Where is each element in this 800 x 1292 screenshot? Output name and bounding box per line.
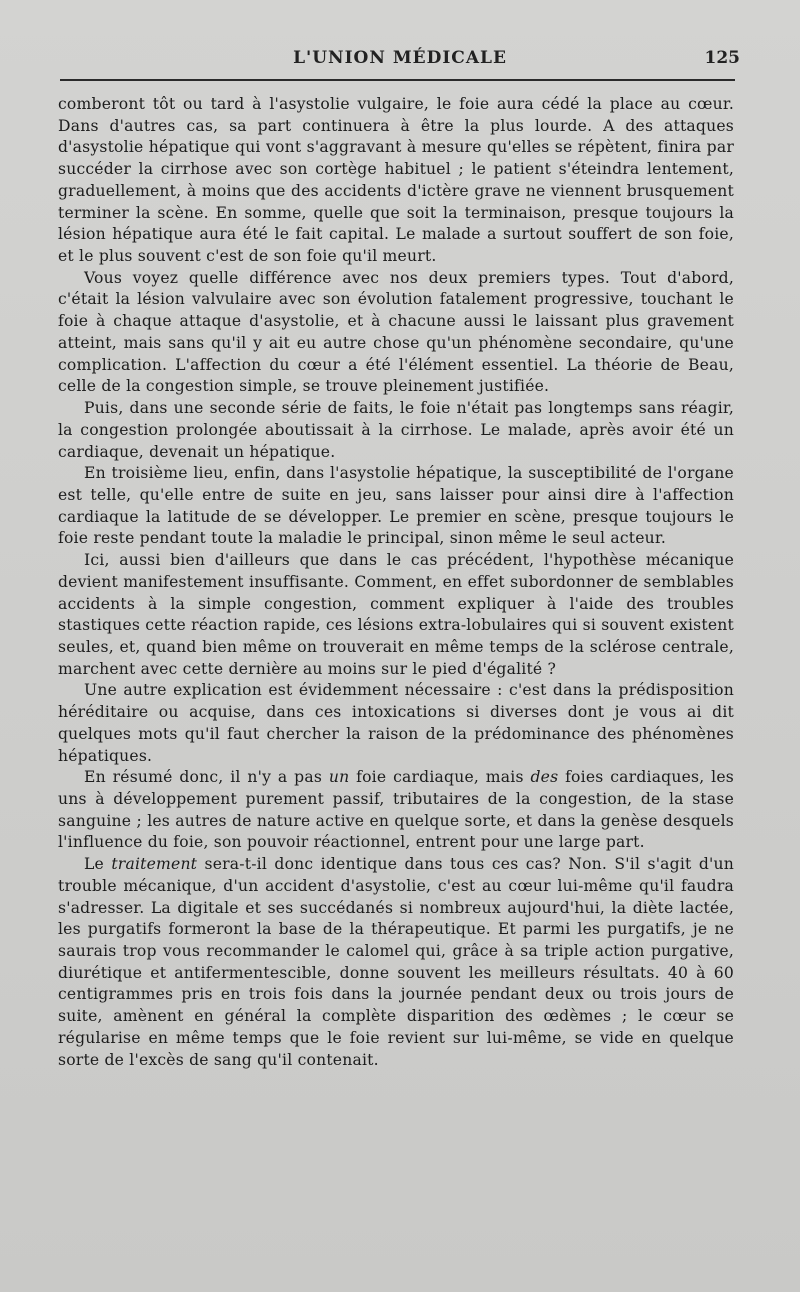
- emphasis-un: un: [328, 768, 350, 787]
- paragraph-5: [58, 550, 734, 680]
- paragraph-8: [58, 854, 734, 1071]
- paragraph-6-text: Une autre explication est évidemment nécessaire : c'est dans la prédisposition héréditaire ou acquise, dans ces intoxications si diverses dont je vous ai dit quelques mots qu'il faut chercher la raison de la prédominance des phénomènes hépatiques.: [58, 681, 734, 765]
- paragraph-7-text-c: foies cardiaques, les uns à développement purement passif, tributaires de la congestion, de la stase sanguine ; les autres de nature active en quelque sorte, et dans la genèse desquels l'influence du foie, son pouvoir réactionnel, entrent pour une large part.: [58, 768, 734, 852]
- paragraph-7-text-a: En résumé donc, il n'y a pas: [84, 768, 329, 787]
- paragraph-1-text: comberont tôt ou tard à l'asystolie vulgaire, le foie aura cédé la place au cœur. Dans d'autres cas, sa part continuera à être la plus lourde. A des attaques d'asystolie hépatique qui vont s'aggravant à mesure qu'elles se répètent, finira par succéder la cirrhose avec son cortège habituel ; le patient s'éteindra lentement, graduellement, à moins que des accidents d'ictère grave ne viennent brusquement terminer la scène. En somme, quelle que soit la terminaison, presque toujours la lésion hépatique aura été le fait capital. Le malade a surtout souffert de son foie, et le plus souvent c'est de son foie qu'il meurt.: [58, 95, 734, 266]
- body-text: [58, 94, 734, 1071]
- paragraph-2-text: Vous voyez quelle différence avec nos deux premiers types. Tout d'abord, c'était la lésion valvulaire avec son évolution fatalement progressive, touchant le foie à chaque attaque d'asystolie, et à chacune aussi le laissant plus gravement atteint, mais sans qu'il y ait eu autre chose qu'un phénomène secondaire, qu'une complication. L'affection du cœur a été l'élément essentiel. La théorie de Beau, celle de la congestion simple, se trouve pleinement justifiée.: [58, 268, 734, 396]
- paragraph-8-text-a: Le: [84, 855, 112, 874]
- paragraph-3-text: Puis, dans une seconde série de faits, le foie n'était pas longtemps sans réagir, la congestion prolongée aboutissait à la cirrhose. Le malade, après avoir été un cardiaque, devenait un hépatique.: [58, 399, 734, 461]
- paragraph-2: [58, 268, 734, 398]
- paragraph-8-text-b: sera-t-il donc identique dans tous ces cas? Non. S'il s'agit d'un trouble mécanique, d'un accident d'asystolie, c'est au cœur lui-même qu'il faudra s'adresser. La digitale et ses succédanés si nombreux aujourd'hui, la diète lactée, les purgatifs formeront la base de la thérapeutique. Et parmi les purgatifs, je ne saurais trop vous recommander le calomel qui, grâce à sa triple action purgative, diurétique et antifermentescible, donne souvent les meilleurs résultats. 40 à 60 centigrammes pris en trois fois dans la journée pendant deux ou trois jours de suite, amènent en général la complète disparition des œdèmes ; le cœur se régularise en même temps que le foie revient sur lui-même, se vide en quelque sorte de l'excès de sang qu'il contenait.: [58, 855, 735, 1069]
- paragraph-7-text-b: foie cardiaque, mais: [349, 768, 531, 787]
- emphasis-des: des: [530, 768, 559, 787]
- running-title: L'UNION MÉDICALE: [293, 48, 507, 68]
- page-number: 125: [704, 48, 740, 68]
- emphasis-traitement: traitement: [111, 855, 198, 874]
- paragraph-5-text: Ici, aussi bien d'ailleurs que dans le cas précédent, l'hypothèse mécanique devient manifestement insuffisante. Comment, en effet subordonner de semblables accidents à la simple congestion, comment expliquer à l'aide des troubles stastiques cette réaction rapide, ces lésions extra-lobulaires qui si souvent existent seules, et, quand bien même on trouverait en même temps de la sclérose centrale, marchent avec cette dernière au moins sur le pied d'égalité ?: [58, 551, 734, 678]
- paragraph-4: [58, 463, 734, 550]
- paragraph-1: [58, 94, 734, 268]
- paragraph-3: [58, 398, 734, 463]
- paragraph-6: [58, 680, 734, 767]
- paragraph-7: [58, 767, 734, 854]
- header-rule: [60, 79, 735, 81]
- running-header: [60, 48, 740, 78]
- paragraph-4-text: En troisième lieu, enfin, dans l'asystolie hépatique, la susceptibilité de l'organe est telle, qu'elle entre de suite en jeu, sans laisser pour ainsi dire à l'affection cardiaque la latitude de se développer. Le premier en scène, presque toujours le foie reste pendant toute la maladie le principal, sinon même le seul acteur.: [58, 464, 734, 548]
